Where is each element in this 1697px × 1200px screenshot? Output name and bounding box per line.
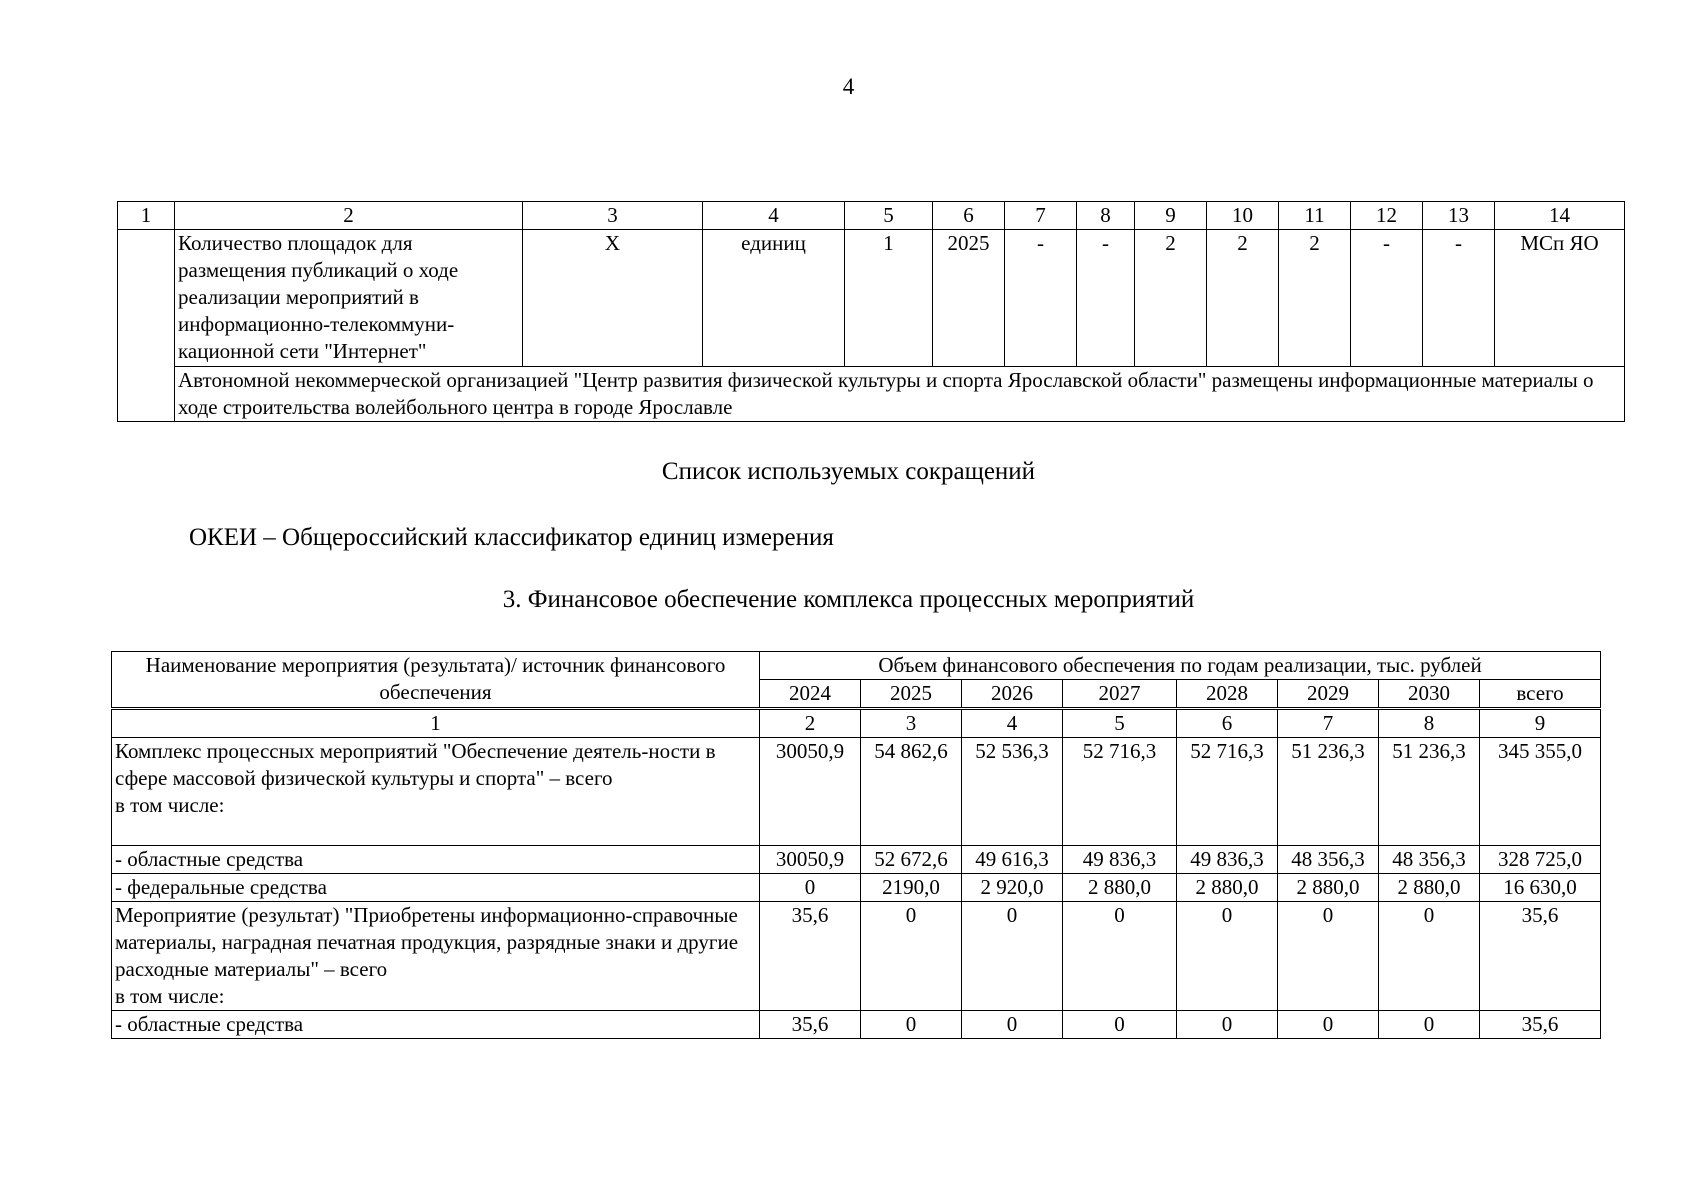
- header-cell: 11: [1279, 202, 1351, 230]
- finance-value-cell: 16 630,0: [1480, 874, 1601, 902]
- year-header: 2030: [1379, 680, 1480, 709]
- column-number: 7: [1278, 709, 1379, 738]
- indicator-cell: 2025: [933, 230, 1005, 367]
- finance-value-cell: 0: [1379, 902, 1480, 1011]
- finance-value-cell: 51 236,3: [1278, 738, 1379, 846]
- finance-value-cell: 30050,9: [760, 846, 861, 874]
- indicator-note: Автономной некоммерческой организацией "Центр развития физической культуры и спорта Ярославской области" размещены информационные материалы о ходе строительства волейбольного центра в городе Ярославле: [175, 367, 1625, 422]
- finance-value-cell: 328 725,0: [1480, 846, 1601, 874]
- column-number: 9: [1480, 709, 1601, 738]
- finance-value-cell: 0: [1177, 1011, 1278, 1039]
- finance-value-cell: 2 920,0: [962, 874, 1063, 902]
- indicators-table: [117, 201, 1625, 422]
- header-cell: 14: [1495, 202, 1625, 230]
- finance-row: [112, 902, 1601, 1011]
- finance-value-cell: 2 880,0: [1278, 874, 1379, 902]
- finance-value-cell: 30050,9: [760, 738, 861, 846]
- finance-value-cell: 0: [760, 874, 861, 902]
- finance-row-name: - федеральные средства: [112, 874, 760, 902]
- finance-value-cell: 52 716,3: [1177, 738, 1278, 846]
- indicator-name: Количество площадок для размещения публикаций о ходе реализации мероприятий в информационно-телекоммуни-кационной сети "Интернет": [175, 230, 523, 367]
- finance-header-name: Наименование мероприятия (результата)/ источник финансового обеспечения: [112, 652, 760, 709]
- header-cell: 4: [703, 202, 845, 230]
- finance-value-cell: 51 236,3: [1379, 738, 1480, 846]
- header-cell: 1: [118, 202, 175, 230]
- year-header: 2024: [760, 680, 861, 709]
- column-number: 6: [1177, 709, 1278, 738]
- finance-colnum-row: [112, 709, 1601, 738]
- indicator-responsible: МСп ЯО: [1495, 230, 1625, 367]
- finance-value-cell: 2 880,0: [1177, 874, 1278, 902]
- finance-value-cell: 2190,0: [861, 874, 962, 902]
- header-cell: 8: [1077, 202, 1135, 230]
- finance-header-volume: Объем финансового обеспечения по годам реализации, тыс. рублей: [760, 652, 1601, 680]
- year-header: 2029: [1278, 680, 1379, 709]
- indicators-header-row: [118, 202, 1625, 230]
- year-header: 2028: [1177, 680, 1278, 709]
- column-number: 5: [1063, 709, 1177, 738]
- finance-row-name: Мероприятие (результат) "Приобретены информационно-справочные материалы, наградная печатная продукция, разрядные знаки и другие расходные материалы" – всего в том числе:: [112, 902, 760, 1011]
- finance-row-name: - областные средства: [112, 846, 760, 874]
- finance-value-cell: 35,6: [1480, 902, 1601, 1011]
- indicator-cell: 2: [1207, 230, 1279, 367]
- indicator-cell: 1: [845, 230, 933, 367]
- finance-value-cell: 0: [1278, 902, 1379, 1011]
- header-cell: 2: [175, 202, 523, 230]
- header-cell: 6: [933, 202, 1005, 230]
- indicator-cell: X: [523, 230, 703, 367]
- header-cell: 9: [1135, 202, 1207, 230]
- column-number: 2: [760, 709, 861, 738]
- finance-value-cell: 52 672,6: [861, 846, 962, 874]
- header-cell: 7: [1005, 202, 1077, 230]
- finance-value-cell: 0: [1278, 1011, 1379, 1039]
- indicator-note-row: [118, 367, 1625, 422]
- finance-value-cell: 0: [1063, 902, 1177, 1011]
- finance-value-cell: 35,6: [760, 1011, 861, 1039]
- finance-value-cell: 0: [1177, 902, 1278, 1011]
- indicator-cell: 2: [1279, 230, 1351, 367]
- header-cell: 12: [1351, 202, 1423, 230]
- page-number: 4: [842, 74, 855, 99]
- finance-value-cell: 345 355,0: [1480, 738, 1601, 846]
- finance-value-cell: 0: [962, 902, 1063, 1011]
- header-cell: 13: [1423, 202, 1495, 230]
- column-number: 3: [861, 709, 962, 738]
- finance-row: [112, 874, 1601, 902]
- finance-value-cell: 2 880,0: [1063, 874, 1177, 902]
- finance-value-cell: 0: [1063, 1011, 1177, 1039]
- year-header: 2025: [861, 680, 962, 709]
- finance-value-cell: 49 836,3: [1063, 846, 1177, 874]
- finance-value-cell: 48 356,3: [1379, 846, 1480, 874]
- column-number: 1: [112, 709, 760, 738]
- finance-value-cell: 52 536,3: [962, 738, 1063, 846]
- finance-row-name: Комплекс процессных мероприятий "Обеспечение деятель-ности в сфере массовой физической культуры и спорта" – всего в том числе:: [112, 738, 760, 846]
- column-number: 8: [1379, 709, 1480, 738]
- row-number-cell: [118, 230, 175, 422]
- finance-value-cell: 52 716,3: [1063, 738, 1177, 846]
- finance-value-cell: 0: [962, 1011, 1063, 1039]
- finance-row-name: - областные средства: [112, 1011, 760, 1039]
- finance-value-cell: 35,6: [760, 902, 861, 1011]
- header-cell: 3: [523, 202, 703, 230]
- indicator-cell: -: [1423, 230, 1495, 367]
- year-header: всего: [1480, 680, 1601, 709]
- indicator-cell: -: [1351, 230, 1423, 367]
- finance-row: [112, 846, 1601, 874]
- header-cell: 5: [845, 202, 933, 230]
- indicator-cell: -: [1005, 230, 1077, 367]
- header-cell: 10: [1207, 202, 1279, 230]
- finance-table: [111, 651, 1601, 1039]
- abbreviations-title: Список используемых сокращений: [661, 458, 1036, 485]
- year-header: 2026: [962, 680, 1063, 709]
- indicator-unit: единиц: [703, 230, 845, 367]
- column-number: 4: [962, 709, 1063, 738]
- finance-value-cell: 35,6: [1480, 1011, 1601, 1039]
- finance-body: [112, 738, 1601, 1039]
- finance-value-cell: 0: [1379, 1011, 1480, 1039]
- finance-value-cell: 0: [861, 902, 962, 1011]
- section-title: 3. Финансовое обеспечение комплекса процессных мероприятий: [502, 586, 1195, 613]
- finance-value-cell: 2 880,0: [1379, 874, 1480, 902]
- finance-header-row: [112, 652, 1601, 680]
- indicator-row: [118, 230, 1625, 367]
- finance-value-cell: 49 616,3: [962, 846, 1063, 874]
- finance-value-cell: 48 356,3: [1278, 846, 1379, 874]
- finance-row: [112, 738, 1601, 846]
- finance-row: [112, 1011, 1601, 1039]
- indicator-cell: 2: [1135, 230, 1207, 367]
- finance-value-cell: 0: [861, 1011, 962, 1039]
- finance-value-cell: 54 862,6: [861, 738, 962, 846]
- year-header: 2027: [1063, 680, 1177, 709]
- okei-abbreviation: ОКЕИ – Общероссийский классификатор единиц измерения: [189, 524, 834, 551]
- indicator-cell: -: [1077, 230, 1135, 367]
- finance-value-cell: 49 836,3: [1177, 846, 1278, 874]
